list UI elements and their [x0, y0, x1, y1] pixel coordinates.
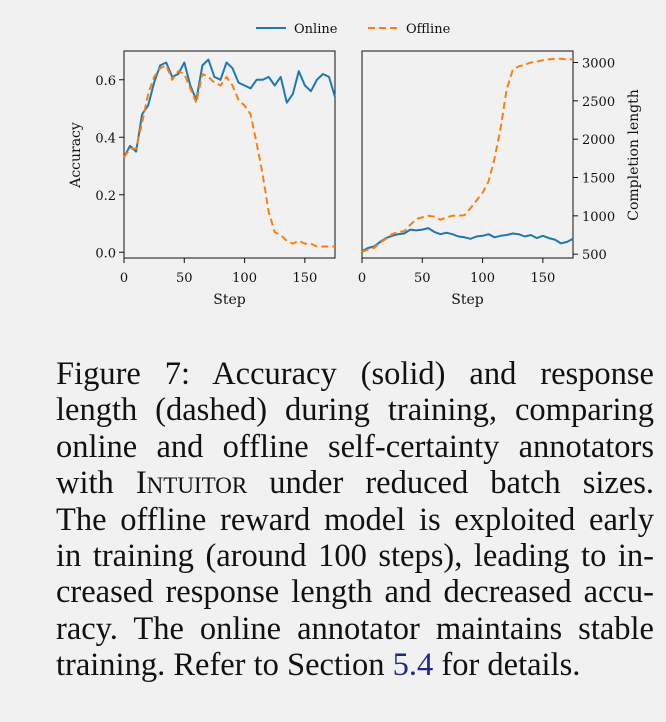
caption-line-6: in training (around 100 steps), leading to in-	[56, 538, 654, 575]
accuracy-y-tick-label: 0.0	[95, 246, 116, 262]
caption-line-2: length (dashed) during training, comparing	[56, 392, 654, 429]
completion-x-axis-label: Step	[451, 292, 484, 308]
legend-online-label: Online	[294, 22, 338, 37]
method-name: Intuitor	[135, 465, 248, 502]
accuracy-y-tick-label: 0.6	[95, 73, 116, 89]
figure-caption	[56, 356, 654, 684]
figure-label: Figure 7:	[56, 356, 191, 392]
accuracy-x-axis-label: Step	[213, 292, 246, 308]
accuracy-x-tick-label: 50	[176, 271, 193, 286]
caption-line-9	[56, 647, 654, 683]
caption-text: Accuracy (solid) and response	[212, 356, 654, 392]
accuracy-x-tick-label: 150	[292, 271, 318, 286]
caption-text: for details.	[441, 647, 581, 684]
accuracy-series-offline	[124, 65, 335, 246]
completion-x-tick-label: 0	[357, 271, 367, 286]
completion-length-chart	[358, 51, 642, 308]
completion-x-tick-label: 100	[470, 271, 495, 286]
section-link[interactable]: 5.4	[392, 647, 434, 684]
legend-offline-label: Offline	[406, 22, 451, 37]
caption-text: training. Refer to Section	[56, 647, 385, 684]
completion-x-tick-label: 150	[530, 271, 556, 286]
completion-y-tick-label: 1500	[582, 171, 616, 187]
caption-text: under reduced batch sizes.	[269, 465, 655, 502]
legend	[256, 22, 451, 37]
caption-line-1	[56, 356, 654, 392]
caption-line-5: The offline reward model is exploited early	[56, 501, 654, 538]
completion-y-tick-label: 500	[582, 248, 607, 264]
accuracy-chart	[68, 51, 335, 308]
completion-y-tick-label: 2000	[582, 133, 616, 149]
accuracy-y-tick-label: 0.4	[95, 131, 116, 147]
caption-line-7: creased response length and decreased accu-	[56, 574, 654, 611]
completion-y-axis-label: Completion length	[626, 89, 642, 221]
completion-y-tick-label: 1000	[582, 209, 616, 225]
completion-x-tick-label: 50	[414, 271, 431, 286]
accuracy-x-tick-label: 0	[119, 271, 129, 286]
accuracy-y-tick-label: 0.2	[95, 188, 116, 204]
caption-text: with	[56, 465, 114, 502]
accuracy-x-tick-label: 100	[232, 271, 257, 286]
caption-line-4	[56, 465, 654, 501]
figure-7-charts	[0, 0, 666, 330]
completion-series-online	[362, 228, 573, 251]
completion-y-tick-label: 2500	[582, 94, 616, 110]
caption-line-8: racy. The online annotator maintains stable	[56, 610, 654, 647]
completion-y-tick-label: 3000	[582, 56, 616, 72]
caption-line-3: online and offline self-certainty annotators	[56, 428, 654, 465]
completion-series-offline	[362, 59, 573, 252]
accuracy-y-axis-label: Accuracy	[68, 122, 84, 188]
completion-plot-frame	[362, 51, 573, 258]
